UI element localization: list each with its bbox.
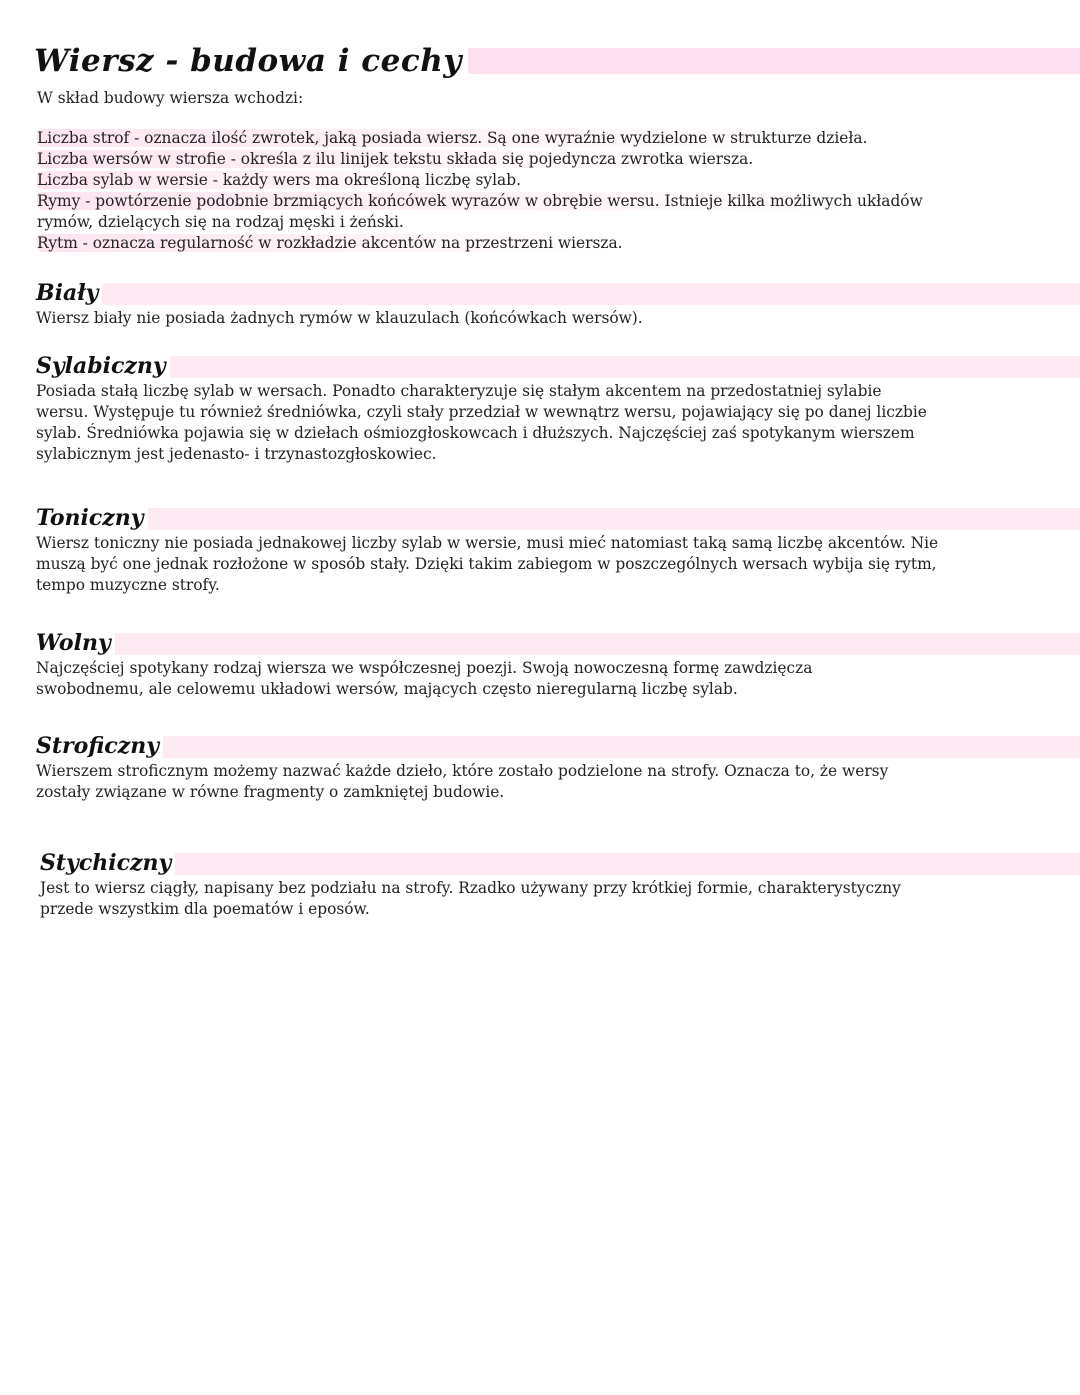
- section-sylabiczny: [36, 351, 1080, 465]
- structure-item-line: Rytm - oznacza regularność w rozkładzie akcentów na przestrzeni wiersza.: [37, 234, 623, 252]
- section-line: Wierszem stroficznym możemy nazwać każde dzieło, które zostało podzielone na strofy. Oznacza to, że wersy: [36, 762, 889, 780]
- heading-row: [36, 731, 1080, 761]
- section-toniczny: [36, 503, 1080, 596]
- section-body: [40, 878, 1080, 920]
- heading-highlight-bar: [142, 853, 1080, 875]
- structure-list: [37, 128, 923, 254]
- heading-highlight-bar: [96, 283, 1080, 305]
- structure-item-strofy: [37, 128, 923, 149]
- structure-item-rymy-cont: [37, 212, 923, 233]
- section-line: muszą być one jednak rozłożone w sposób stały. Dzięki takim zabiegom w poszczególnych wersach wybija się rytm,: [36, 555, 937, 573]
- section-line: wersu. Występuje tu również średniówka, czyli stały przedział w wewnątrz wersu, pojawiający się po danej liczbie: [36, 403, 927, 421]
- section-body: [36, 308, 1080, 329]
- section-line: Jest to wiersz ciągły, napisany bez podziału na strofy. Rzadko używany przy krótkiej formie, charakterystyczny: [40, 879, 901, 897]
- structure-item-line: Liczba strof - oznacza ilość zwrotek, jaką posiada wiersz. Są one wyraźnie wydzielone w strukturze dzieła.: [37, 129, 868, 147]
- section-line: sylabicznym jest jedenasto- i trzynastozgłoskowiec.: [36, 445, 437, 463]
- heading-row: [36, 278, 1080, 308]
- structure-item-line: Liczba sylab w wersie - każdy wers ma określoną liczbę sylab.: [37, 171, 521, 189]
- heading-row: [36, 503, 1080, 533]
- heading-row: [40, 848, 1080, 878]
- page-title: Wiersz - budowa i cechy: [34, 38, 468, 84]
- section-body: [36, 658, 1080, 700]
- heading-row: [36, 351, 1080, 381]
- structure-item-rytm: [37, 233, 923, 254]
- section-line: przede wszystkim dla poematów i eposów.: [40, 900, 370, 918]
- heading-highlight-bar: [128, 508, 1080, 530]
- structure-item-rymy: [37, 191, 923, 212]
- section-line: zostały związane w równe fragmenty o zamkniętej budowie.: [36, 783, 505, 801]
- section-stychiczny: [40, 848, 1080, 920]
- structure-item-sylaby: [37, 170, 923, 191]
- structure-item-line: rymów, dzielących się na rodzaj męski i żeński.: [37, 213, 404, 231]
- section-body: [36, 761, 1080, 803]
- section-line: Najczęściej spotykany rodzaj wiersza we współczesnej poezji. Swoją nowoczesną formę zawdzięcza: [36, 659, 813, 677]
- structure-item-wersy: [37, 149, 923, 170]
- section-line: Posiada stałą liczbę sylab w wersach. Ponadto charakteryzuje się stałym akcentem na przedostatniej sylabie: [36, 382, 882, 400]
- heading-highlight-bar: [102, 633, 1080, 655]
- section-wolny: [36, 628, 1080, 700]
- section-heading: Sylabiczny: [36, 351, 170, 381]
- heading-highlight-bar: [132, 736, 1080, 758]
- section-line: swobodnemu, ale celowemu układowi wersów, mających często nieregularną liczbę sylab.: [36, 680, 738, 698]
- intro-text: W skład budowy wiersza wchodzi:: [37, 89, 304, 107]
- section-heading: Stroficzny: [36, 731, 163, 761]
- section-bialy: [36, 278, 1080, 329]
- section-stroficzny: [36, 731, 1080, 803]
- structure-item-line: Liczba wersów w strofie - określa z ilu linijek tekstu składa się pojedyncza zwrotka wiersza.: [37, 150, 754, 168]
- section-line: tempo muzyczne strofy.: [36, 576, 220, 594]
- section-body: [36, 533, 1080, 596]
- section-heading: Stychiczny: [40, 848, 175, 878]
- section-line: sylab. Średniówka pojawia się w dziełach ośmiozgłoskowcach i dłuższych. Najczęściej zaś spotykanym wierszem: [36, 424, 915, 442]
- title-highlight-bar: [364, 48, 1080, 74]
- section-heading: Biały: [36, 278, 102, 308]
- structure-item-line: Rymy - powtórzenie podobnie brzmiących końcówek wyrazów w obrębie wersu. Istnieje kilka możliwych układów: [37, 192, 923, 210]
- section-line: Wiersz toniczny nie posiada jednakowej liczby sylab w wersie, musi mieć natomiast taką samą liczbę akcentów. Nie: [36, 534, 939, 552]
- section-heading: Toniczny: [36, 503, 148, 533]
- section-heading: Wolny: [36, 628, 115, 658]
- title-row: [34, 38, 1080, 84]
- section-line: Wiersz biały nie posiada żadnych rymów w klauzulach (końcówkach wersów).: [36, 309, 643, 327]
- heading-highlight-bar: [132, 356, 1080, 378]
- heading-row: [36, 628, 1080, 658]
- section-body: [36, 381, 1080, 465]
